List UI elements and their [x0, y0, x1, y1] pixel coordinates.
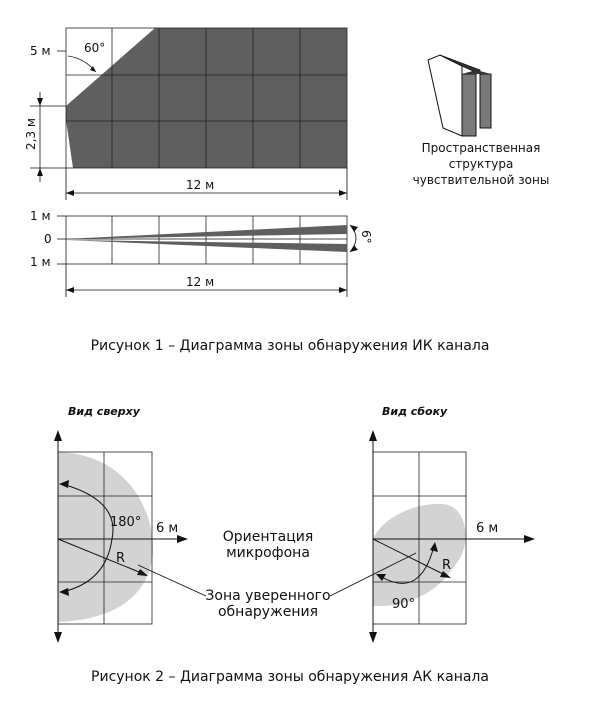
view-top-title: Вид сверху — [68, 405, 140, 418]
radius-label-left: R — [116, 551, 126, 566]
spatial-structure-icon — [428, 55, 491, 136]
ir-side-grid — [66, 216, 347, 264]
angle-180-label: 180° — [110, 515, 142, 530]
zone-label-line1: Зона уверенного — [205, 588, 331, 604]
structure-caption-line2: структура — [448, 157, 514, 171]
ac-side-view — [369, 430, 535, 643]
label-12m-side: 12 м — [186, 275, 215, 289]
ir-side-view — [30, 209, 373, 297]
ir-beam-upper — [66, 225, 347, 239]
label-12m-top: 12 м — [186, 178, 215, 192]
mic-orientation-line2: микрофона — [226, 545, 310, 561]
ac-zone-top — [58, 452, 153, 622]
label-2-3m: 2,3 м — [24, 118, 38, 150]
mic-orientation-line1: Ориентация — [222, 529, 314, 545]
distance-label-left: 6 м — [156, 521, 179, 536]
zone-label-line2: обнаружения — [217, 604, 319, 620]
ir-detection-zone-top — [66, 28, 347, 168]
ir-beam-lower — [66, 240, 347, 252]
view-side-title: Вид сбоку — [382, 405, 448, 418]
ir-top-view — [24, 28, 347, 200]
zone-leader-left — [138, 565, 206, 596]
radius-label-right: R — [442, 558, 452, 573]
label-0: 0 — [44, 232, 52, 246]
figure2-caption: Рисунок 2 – Диаграмма зоны обнаружения АК канала — [91, 669, 489, 685]
ac-top-view — [54, 430, 188, 643]
figure1-caption: Рисунок 1 – Диаграмма зоны обнаружения ИК канала — [90, 338, 490, 354]
angle-90-label: 90° — [392, 597, 416, 612]
structure-caption-line3: чувствительной зоны — [412, 173, 550, 187]
angle-60-label: 60° — [84, 41, 106, 55]
label-1m-bottom: 1 м — [30, 255, 51, 269]
structure-caption-line1: Пространственная — [421, 141, 541, 155]
distance-label-right: 6 м — [476, 521, 499, 536]
label-5m: 5 м — [30, 44, 51, 58]
angle-6-label: 6° — [359, 230, 373, 244]
label-1m-top: 1 м — [30, 209, 51, 223]
